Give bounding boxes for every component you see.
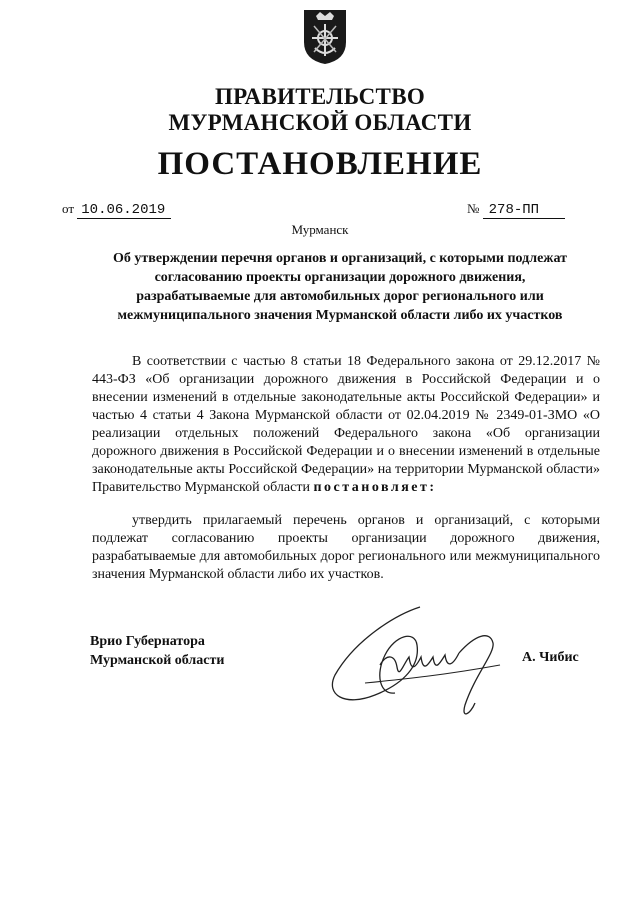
number-value: 278-ПП — [483, 202, 565, 219]
signatory-title-line1: Врио Губернатора — [90, 634, 205, 649]
government-title — [0, 84, 640, 136]
preamble-text: В соответствии с частью 8 статьи 18 Федерального закона от 29.12.2017 № 443-ФЗ «Об организации дорожного движения в Российской Федерации и о внесении изменений в отдельные законодательные акты Российской Федерации» и частью 4 статьи 4 Закона Мурманской области от 02.04.2019 № 2349-01-ЗМО «О реализации отдельных положений Федерального закона «Об организации дорожного движения в Российской Федерации и о внесении изменений в отдельные законодательные акты Российской Федерации» на территории Мурманской области» Правительство Мурманской области — [92, 354, 600, 495]
government-title-line2: МУРМАНСКОЙ ОБЛАСТИ — [168, 110, 472, 135]
subject-line2: согласованию проекты организации дорожного движения, — [154, 270, 526, 285]
document-type-title: ПОСТАНОВЛЕНИЕ — [157, 146, 483, 182]
signatory-title-line2: Мурманской области — [90, 653, 225, 668]
number-prefix: № — [467, 201, 480, 216]
subject-line3: разрабатываемые для автомобильных дорог регионального или — [136, 289, 544, 304]
date-prefix: от — [62, 201, 75, 216]
decree-word: постановляет: — [313, 480, 437, 495]
document-date — [62, 201, 171, 219]
preamble-paragraph — [92, 353, 600, 497]
coat-of-arms-icon — [302, 8, 348, 66]
subject-line1: Об утверждении перечня органов и организаций, с которыми подлежат — [113, 251, 567, 266]
signatory-title — [90, 632, 224, 670]
city-name: Мурманск — [291, 222, 349, 237]
document-number — [467, 201, 565, 219]
government-title-line1: ПРАВИТЕЛЬСТВО — [214, 84, 426, 109]
subject-line4: межмуниципального значения Мурманской области либо их участков — [117, 308, 563, 323]
signatory-name: А. Чибис — [522, 650, 579, 665]
date-value: 10.06.2019 — [77, 202, 171, 219]
handwritten-signature-icon — [325, 595, 525, 735]
resolution-paragraph: утвердить прилагаемый перечень органов и организаций, с которыми подлежат согласованию проекты организации дорожного движения, разрабатываемые для автомобильных дорог регионального или межмуниципального значения Мурманской области либо их участков. — [92, 513, 600, 582]
document-subject — [90, 249, 590, 325]
